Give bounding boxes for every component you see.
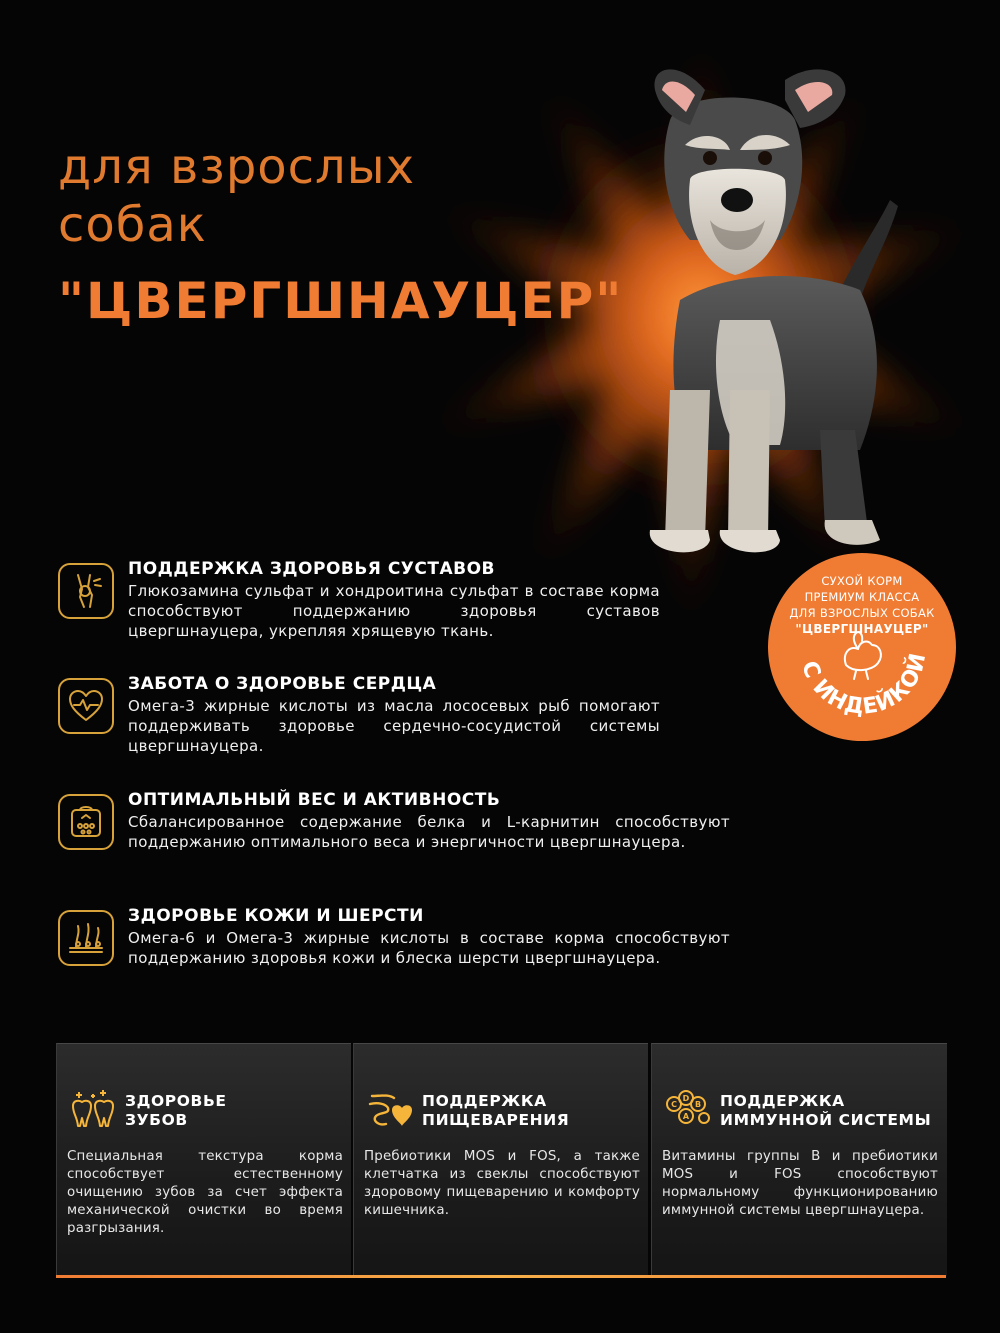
feature-title: ЗДОРОВЬЕ КОЖИ И ШЕРСТИ [128, 906, 424, 926]
badge-line2: ПРЕМИУМ КЛАССА [804, 590, 920, 604]
card-text: Пребиотики MOS и FOS, а также клетчатка из свеклы способствуют здоровому пищеварению и комфорту кишечника. [364, 1149, 640, 1218]
card-immunity [651, 1043, 947, 1276]
card-title: ПОДДЕРЖКА ПИЩЕВАРЕНИЯ [422, 1092, 570, 1129]
card-text: Витамины группы В и пребиотики MOS и FOS способствуют нормальному функционированию иммунной системы цвергшнауцера. [662, 1149, 938, 1218]
badge-graphic [768, 553, 956, 741]
feature-text: Сбалансированное содержание белка и L-карнитин способствуют поддержанию оптимального веса и энергичности цвергшнауцера. [128, 813, 730, 851]
headline [58, 138, 478, 254]
feature-title: ЗАБОТА О ЗДОРОВЬЕ СЕРДЦА [128, 674, 437, 694]
badge-line3: ДЛЯ ВЗРОСЛЫХ СОБАК [789, 606, 935, 620]
badge-line1: СУХОЙ КОРМ [821, 574, 903, 588]
feature-text: Омега-6 и Омега-3 жирные кислоты в составе корма способствуют поддержанию здоровья кожи и блеска шерсти цвергшнауцера. [128, 929, 730, 967]
card-digestion [353, 1043, 648, 1276]
vitamin-letter: D [682, 1094, 690, 1103]
feature-text: Глюкозамина сульфат и хондроитина сульфат в составе корма способствуют поддержанию здоровья суставов цвергшнауцера, укрепляя хрящевую ткань. [128, 582, 660, 640]
vitamin-letter: A [682, 1112, 690, 1121]
skin-icon [58, 910, 114, 966]
vitamins-icon [664, 1086, 714, 1136]
card-text: Специальная текстура корма способствует естественному очищению зубов за счет эффекта механической очистки во время разгрызания. [67, 1149, 343, 1236]
heart-icon [58, 678, 114, 734]
scale-icon [58, 794, 114, 850]
feature-title: ОПТИМАЛЬНЫЙ ВЕС И АКТИВНОСТЬ [128, 790, 501, 810]
joint-icon [58, 563, 114, 619]
vitamin-letter: B [694, 1100, 702, 1109]
card-title: ПОДДЕРЖКА ИММУННОЙ СИСТЕМЫ [720, 1092, 932, 1129]
product-badge [768, 553, 956, 741]
breed-title: "ЦВЕРГШНАУЦЕР" [58, 272, 624, 330]
digestion-icon [366, 1086, 416, 1136]
headline-line2: собак [58, 197, 207, 253]
accent-underline [56, 1275, 946, 1278]
badge-line4: "ЦВЕРГШНАУЦЕР" [795, 622, 929, 636]
vitamin-letter: C [671, 1100, 677, 1109]
feature-title: ПОДДЕРЖКА ЗДОРОВЬЯ СУСТАВОВ [128, 559, 495, 579]
card-title: ЗДОРОВЬЕ ЗУБОВ [125, 1092, 227, 1129]
dog-image [610, 50, 950, 590]
svg-text:С ИНДЕЙКОЙ [796, 650, 931, 720]
badge-flavor: С ИНДЕЙКОЙ [795, 650, 932, 721]
headline-line1: для взрослых [58, 139, 416, 195]
feature-text: Омега-3 жирные кислоты из масла лососевых рыб помогают поддерживать здоровье сердечно-сосудистой системы цвергшнауцера. [128, 697, 660, 755]
card-teeth [56, 1043, 351, 1276]
teeth-icon [69, 1086, 119, 1136]
turkey-icon [845, 632, 881, 679]
